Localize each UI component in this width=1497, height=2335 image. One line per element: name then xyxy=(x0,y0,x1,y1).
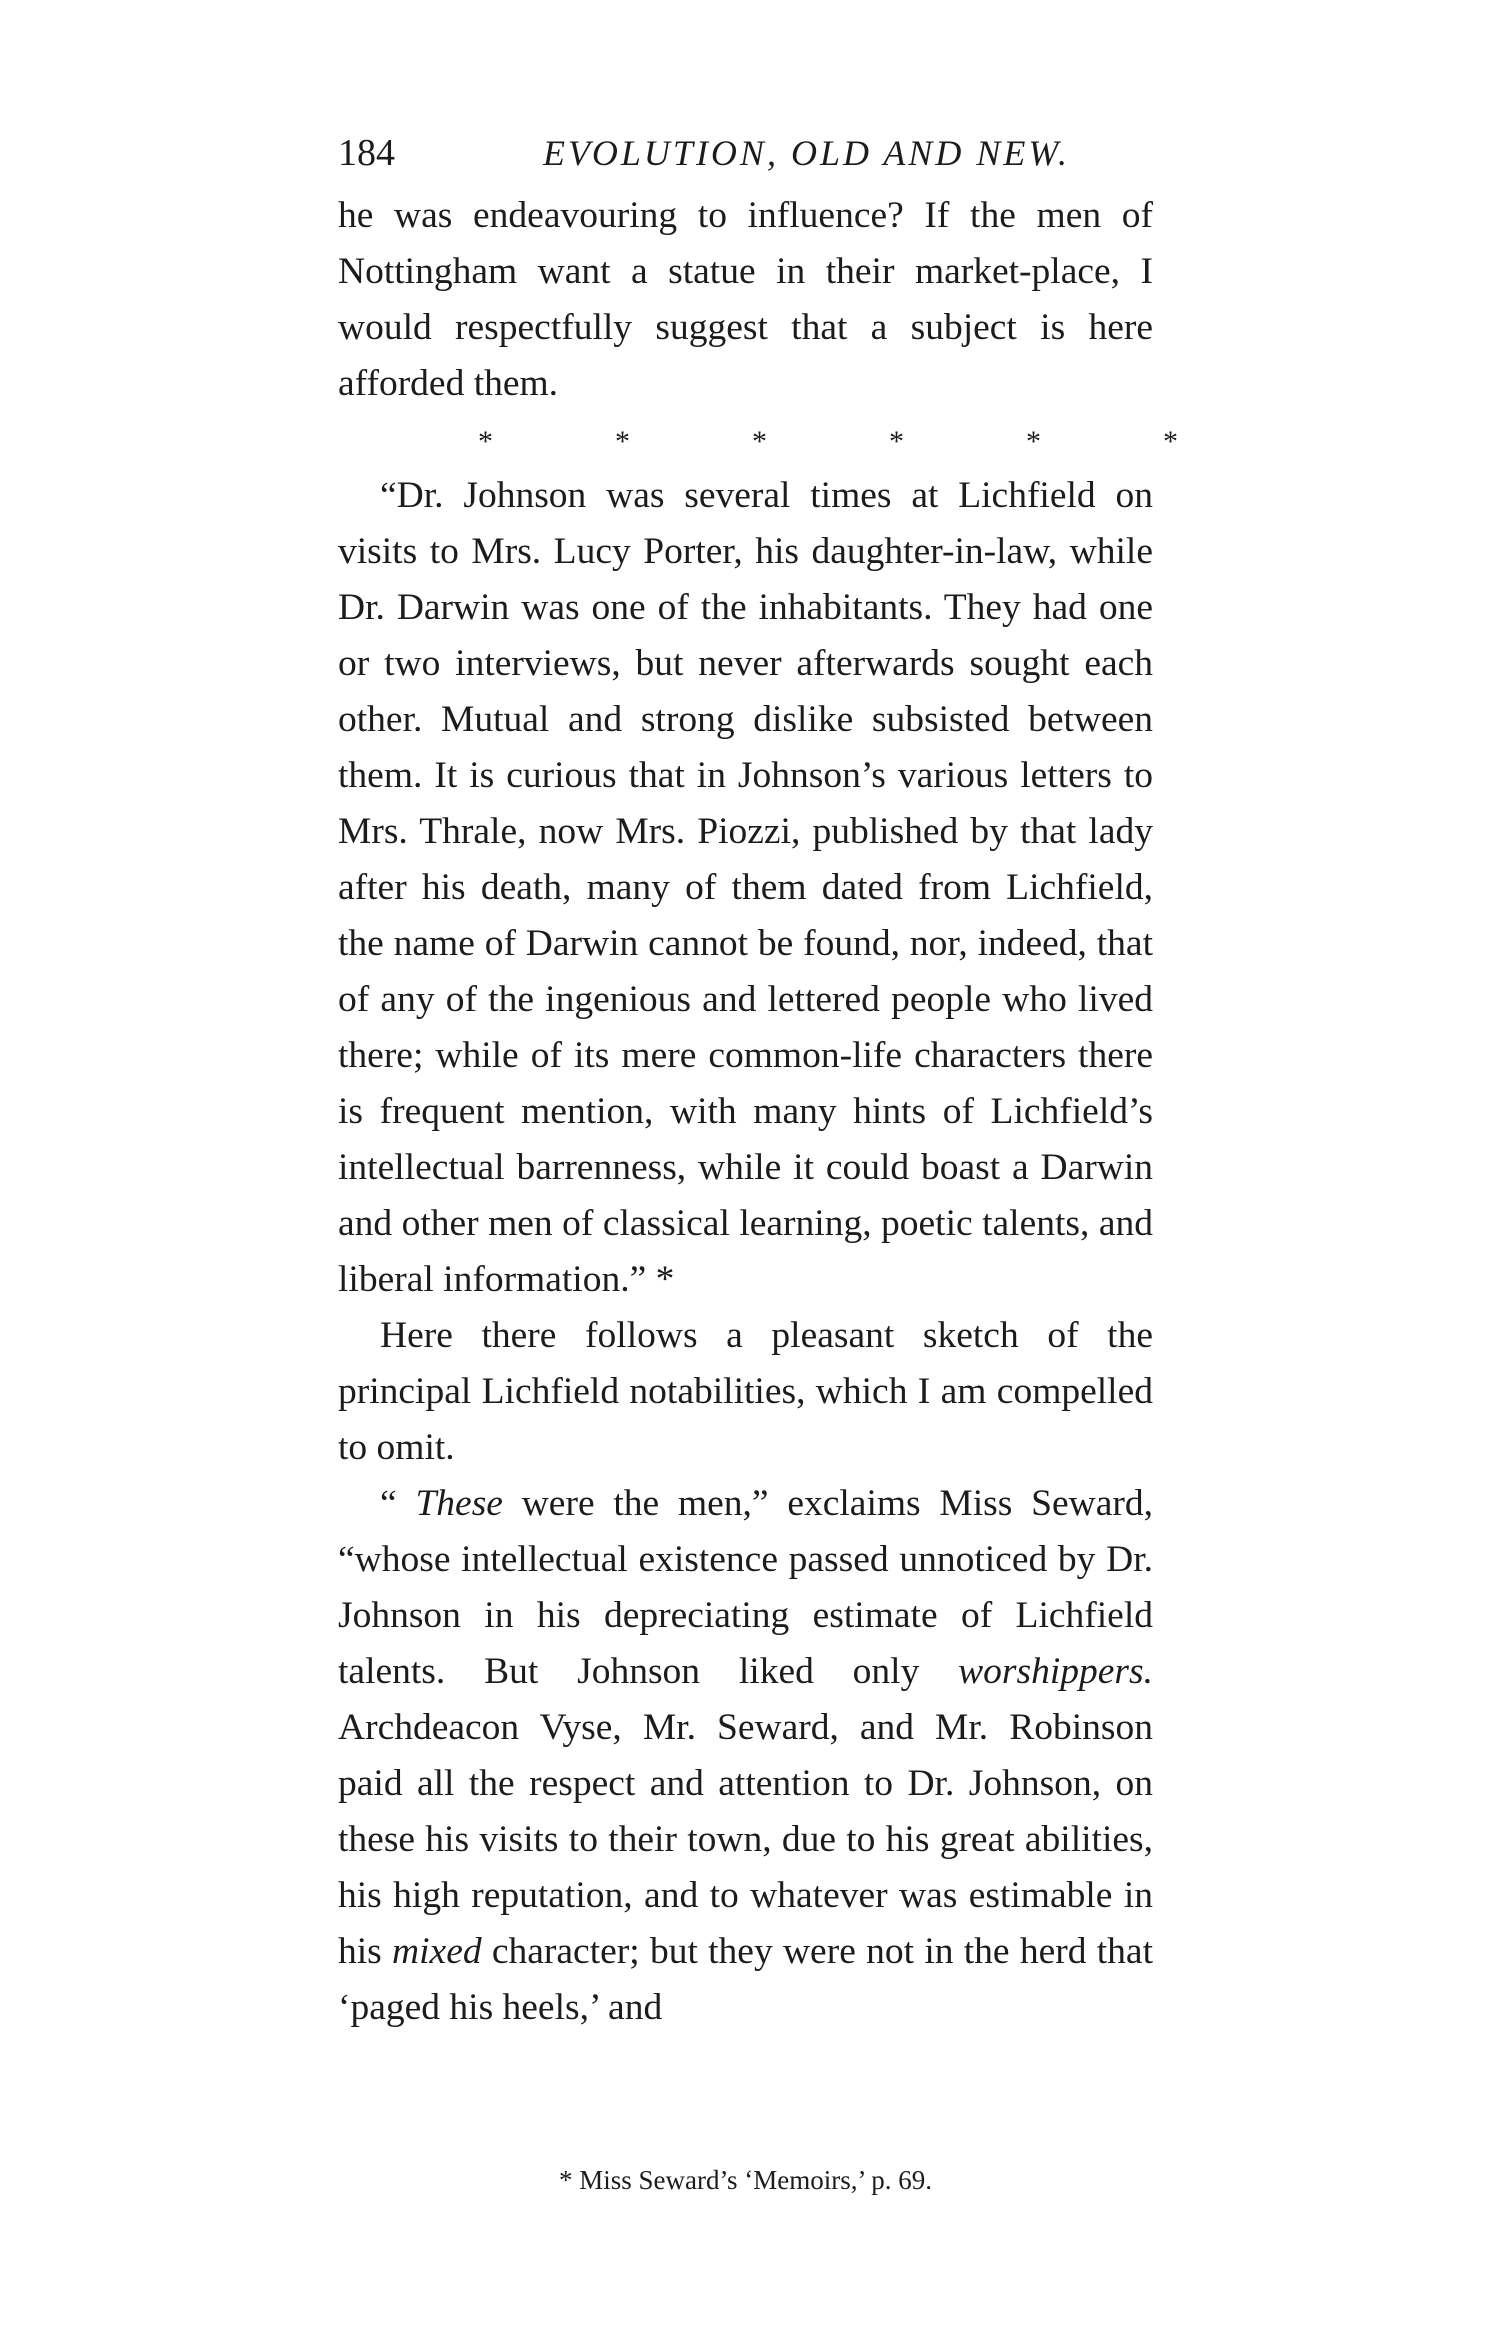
separator-star-3: * xyxy=(752,425,767,458)
paragraph-2: “Dr. Johnson was several times at Lichfield on visits to Mrs. Lucy Porter, his daughter-in-law, while Dr. Darwin was one of the inhabitants. They had one or two interviews, but never afterwards sought each other. Mutual and strong dislike subsisted between them. It is curious that in Johnson’s various letters to Mrs. Thrale, now Mrs. Piozzi, published by that lady after his death, many of them dated from Lichfield, the name of Darwin cannot be found, nor, indeed, that of any of the ingenious and lettered people who lived there; while of its mere common-life characters there is frequent mention, with many hints of Lichfield’s intellectual barrenness, while it could boast a Darwin and other men of classical learning, poetic talents, and liberal information.” * xyxy=(338,475,1153,1300)
running-title: EVOLUTION, OLD AND NEW. xyxy=(543,133,1070,173)
p4-part-3: character; but they were not in the herd that ‘paged his heels,’ and xyxy=(338,1931,1153,2028)
paragraph-3: Here there follows a pleasant sketch of the principal Lichfield notabilities, which I am compelled to omit. xyxy=(338,1315,1153,1468)
p4-these-italic: These xyxy=(415,1483,503,1524)
p4-part-1: were the men,” exclaims Miss Seward, “whose intellectual existence passed unnoticed by Dr. Johnson in his depreciating estimate of Lichfield talents. But Johnson liked only xyxy=(338,1483,1153,1692)
body-text xyxy=(338,188,1178,2036)
running-head xyxy=(338,128,1153,178)
separator-star-4: * xyxy=(889,425,904,458)
separator-star-2: * xyxy=(615,425,630,458)
paragraph-1: he was endeavouring to influence? If the men of Nottingham want a statue in their market-place, I would respectfully suggest that a subject is here afforded them. xyxy=(338,195,1153,404)
p4-worshippers-italic: worshippers. xyxy=(958,1651,1153,1692)
section-separator xyxy=(478,412,1178,468)
p4-open-quote: “ xyxy=(380,1483,416,1524)
paragraph-4 xyxy=(338,1476,1153,2036)
p4-part-2: Archdeacon Vyse, Mr. Seward, and Mr. Robinson paid all the respect and attention to Dr. Johnson, on these his visits to their town, due to his great abilities, his high reputation, and to whatever was estimable in his xyxy=(338,1707,1153,1972)
separator-star-6: * xyxy=(1163,425,1178,458)
footnote: * Miss Seward’s ‘Memoirs,’ p. 69. xyxy=(559,2165,932,2195)
separator-star-5: * xyxy=(1026,425,1041,458)
page-number: 184 xyxy=(338,132,395,174)
p4-mixed-italic: mixed xyxy=(392,1931,482,1972)
separator-star-1: * xyxy=(478,425,493,458)
